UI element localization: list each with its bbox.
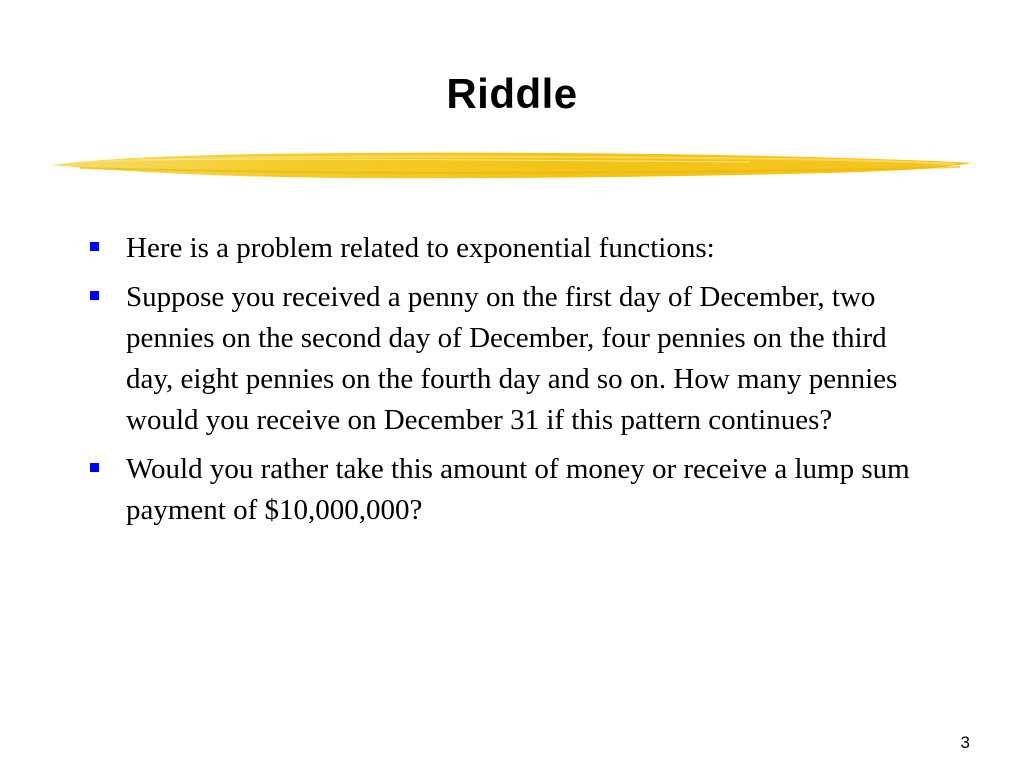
title-underline-brushstroke [50,144,975,186]
square-bullet-icon [90,242,99,251]
bullet-list [86,228,936,539]
bullet-text: Would you rather take this amount of money or receive a lump sum payment of $10,000,000? [126,453,910,526]
bullet-item [86,228,936,269]
bullet-text: Here is a problem related to exponential functions: [126,232,715,264]
bullet-text: Suppose you received a penny on the first day of December, two pennies on the second day of December, four pennies on the third day, eight pennies on the fourth day and so on. How many pennies would you receive on December 31 if this pattern continues? [126,281,898,436]
bullet-item [86,277,936,441]
page-number: 3 [960,733,970,752]
square-bullet-icon [90,291,99,300]
slide-title: Riddle [446,70,578,117]
square-bullet-icon [90,463,99,472]
bullet-item [86,449,936,531]
